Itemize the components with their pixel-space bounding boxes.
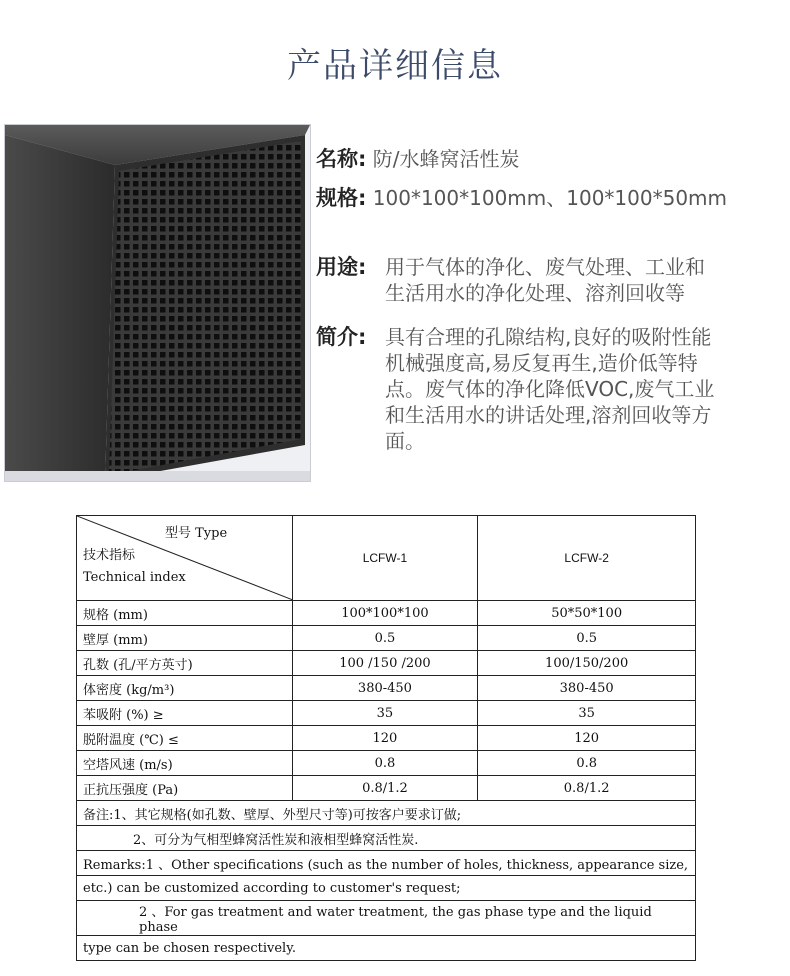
note-row (77, 901, 696, 936)
table-row (77, 726, 696, 751)
table-row (77, 751, 696, 776)
spec-table (76, 515, 696, 961)
name-value: 防/水蜂窝活性炭 (372, 147, 520, 171)
use-key: 用途: (316, 255, 367, 279)
row-label: 壁厚 (mm) (77, 626, 293, 651)
intro-line: 具有合理的孔隙结构,良好的吸附性能 (385, 325, 712, 349)
note-row (77, 826, 696, 851)
table-header-row (77, 516, 696, 601)
table-row (77, 651, 696, 676)
spec-value: 100*100*100mm、100*100*50mm (372, 186, 728, 210)
table-row (77, 626, 696, 651)
table-row (77, 776, 696, 801)
row-value-1: 0.8 (292, 751, 478, 776)
row-label: 孔数 (孔/平方英寸) (77, 651, 293, 676)
name-key: 名称: (316, 147, 367, 171)
note-line: type can be chosen respectively. (77, 936, 696, 961)
product-image (4, 124, 311, 482)
page-title: 产品详细信息 (287, 46, 503, 86)
note-line: Remarks:1 、Other specifications (such as the number of holes, thickness, appearance size, (77, 851, 696, 876)
row-label: 体密度 (kg/m³) (77, 676, 293, 701)
note-line: 2 、For gas treatment and water treatment, the gas phase type and the liquid phase (77, 901, 696, 936)
note-line: 2、可分为气相型蜂窝活性炭和液相型蜂窝活性炭. (77, 826, 696, 851)
intro-line: 机械强度高,易反复再生,造价低等特 (385, 351, 698, 375)
note-row (77, 936, 696, 961)
use-text (385, 254, 765, 306)
row-label: 苯吸附 (%) ≥ (77, 701, 293, 726)
use-line: 用于气体的净化、废气处理、工业和 (385, 255, 705, 279)
row-value-1: 120 (292, 726, 478, 751)
row-label: 脱附温度 (℃) ≤ (77, 726, 293, 751)
intro-line: 和生活用水的讲话处理,溶剂回收等方 (385, 403, 712, 427)
intro-line: 面。 (385, 429, 425, 453)
row-label: 空塔风速 (m/s) (77, 751, 293, 776)
row-value-1: 0.8/1.2 (292, 776, 478, 801)
row-value-1: 380-450 (292, 676, 478, 701)
table-row (77, 601, 696, 626)
header-index-label-en: Technical index (83, 570, 186, 585)
header-model-2: LCFW-2 (478, 516, 696, 601)
note-row (77, 801, 696, 826)
row-value-2: 0.8/1.2 (478, 776, 696, 801)
spec-key: 规格: (316, 186, 367, 210)
row-value-2: 50*50*100 (478, 601, 696, 626)
note-row (77, 851, 696, 876)
row-value-2: 100/150/200 (478, 651, 696, 676)
row-value-2: 120 (478, 726, 696, 751)
table-row (77, 701, 696, 726)
intro-line: 点。废气体的净化降低VOC,废气工业 (385, 377, 715, 401)
note-line: 备注:1、其它规格(如孔数、壁厚、外型尺寸等)可按客户要求订做; (77, 801, 696, 826)
use-line: 生活用水的净化处理、溶剂回收等 (385, 281, 685, 305)
row-value-1: 35 (292, 701, 478, 726)
name-row (316, 146, 520, 172)
intro-key: 简介: (316, 325, 367, 349)
row-value-2: 380-450 (478, 676, 696, 701)
header-diagonal-cell (77, 516, 293, 601)
row-label: 正抗压强度 (Pa) (77, 776, 293, 801)
honeycomb-carbon-block-image (5, 125, 310, 481)
table-row (77, 676, 696, 701)
header-index-label: 技术指标 (83, 548, 136, 563)
row-value-1: 100 /150 /200 (292, 651, 478, 676)
header-type-label: 型号 Type (165, 526, 228, 541)
row-label: 规格 (mm) (77, 601, 293, 626)
row-value-2: 0.5 (478, 626, 696, 651)
note-line: etc.) can be customized according to customer's request; (77, 876, 696, 901)
row-value-2: 0.8 (478, 751, 696, 776)
note-row (77, 876, 696, 901)
spec-row (316, 185, 727, 211)
row-value-2: 35 (478, 701, 696, 726)
header-model-1: LCFW-1 (292, 516, 478, 601)
row-value-1: 0.5 (292, 626, 478, 651)
row-value-1: 100*100*100 (292, 601, 478, 626)
intro-text (385, 324, 765, 454)
